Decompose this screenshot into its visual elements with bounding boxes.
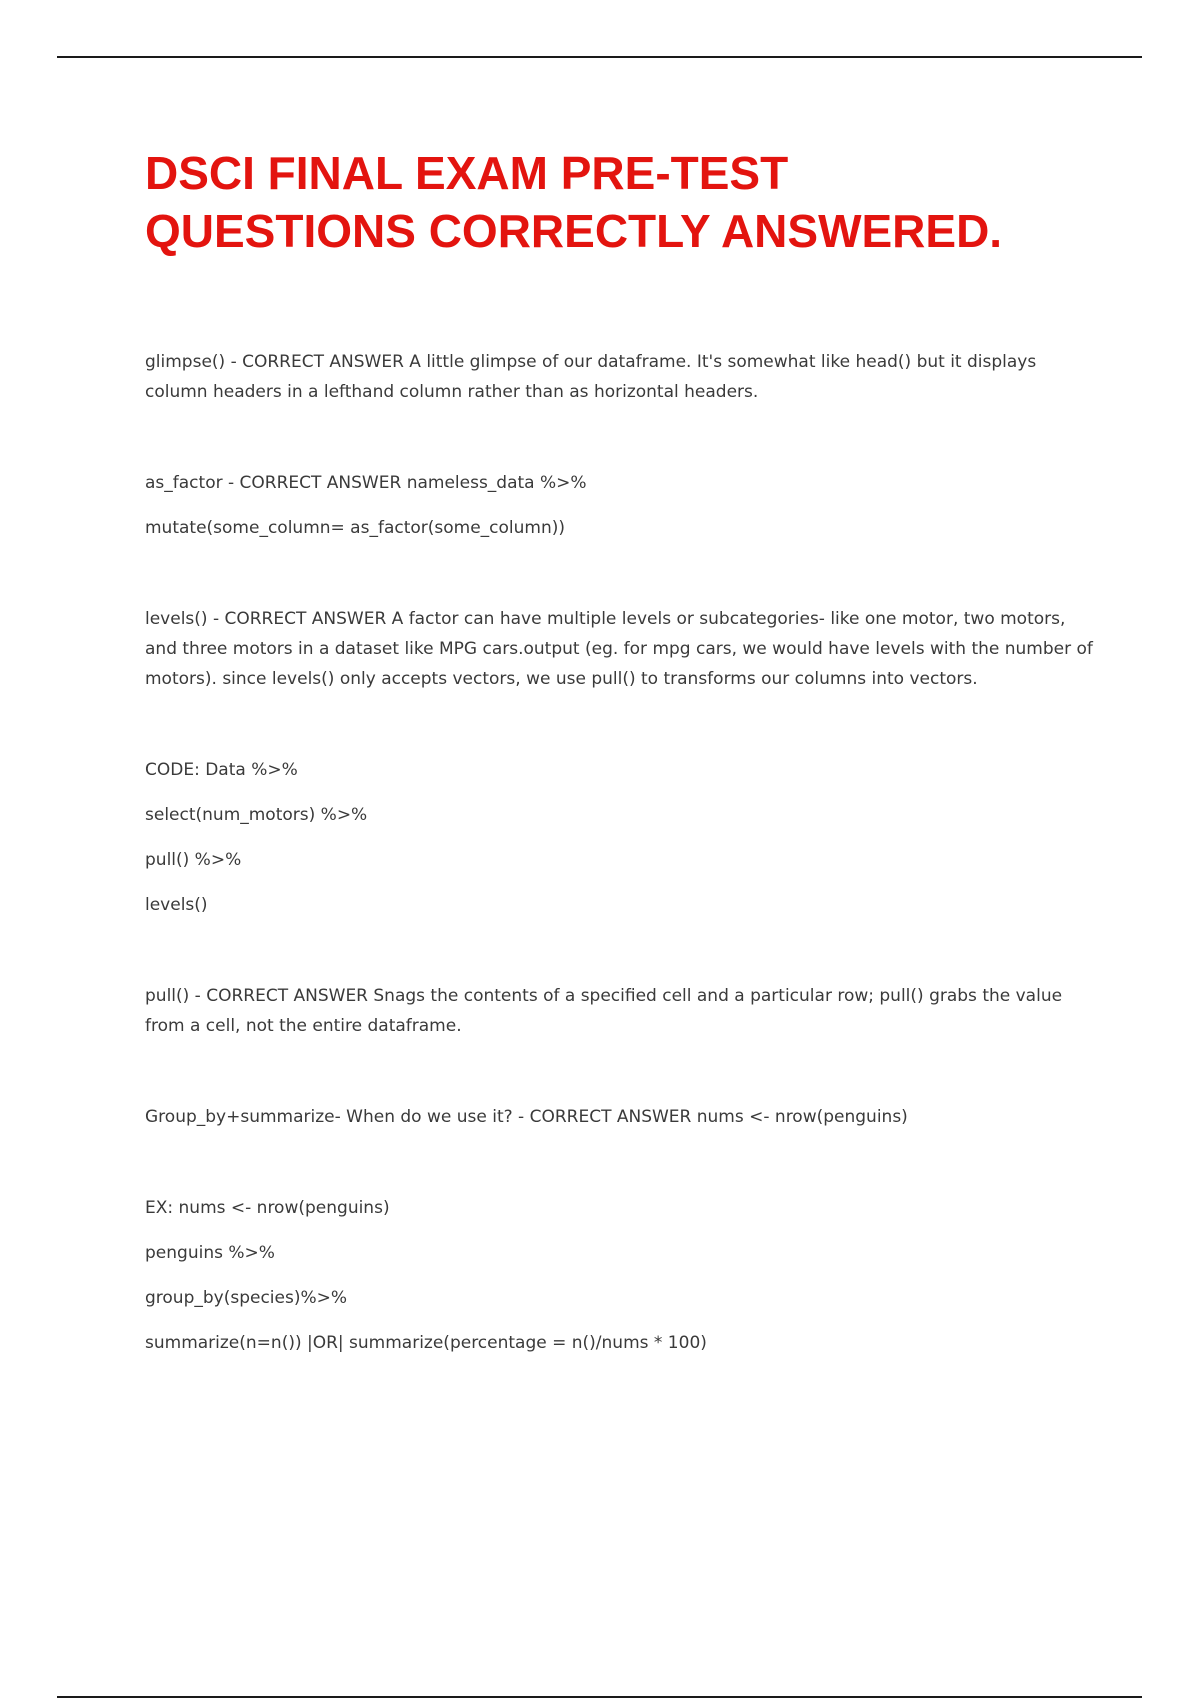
qa-entry-as-factor bbox=[145, 468, 1095, 543]
code-line: select(num_motors) %>% bbox=[145, 805, 368, 825]
header-rule bbox=[57, 56, 1142, 58]
qa-entry-pull bbox=[145, 981, 1095, 1041]
spacer bbox=[145, 407, 1095, 468]
spacer bbox=[145, 543, 1095, 604]
code-line: pull() %>% bbox=[145, 850, 242, 870]
spacer bbox=[145, 694, 1095, 755]
footer-rule bbox=[57, 1696, 1142, 1698]
qa-text: glimpse() - CORRECT ANSWER A little glimpse of our dataframe. It's somewhat like head() but it displays column headers in a lefthand column rather than as horizontal headers. bbox=[145, 352, 1037, 402]
qa-line: mutate(some_column= as_factor(some_column)) bbox=[145, 518, 566, 538]
title-line-2: QUESTIONS CORRECTLY ANSWERED. bbox=[145, 205, 1003, 257]
title-line-1: DSCI FINAL EXAM PRE-TEST bbox=[145, 147, 789, 199]
code-line: CODE: Data %>% bbox=[145, 760, 298, 780]
code-line: levels() bbox=[145, 895, 208, 915]
document-title bbox=[145, 144, 1105, 260]
qa-entry-glimpse bbox=[145, 347, 1095, 407]
code-block-example bbox=[145, 1193, 1095, 1358]
qa-entry-group-by bbox=[145, 1102, 1095, 1132]
code-block-levels bbox=[145, 755, 1095, 920]
qa-text: levels() - CORRECT ANSWER A factor can have multiple levels or subcategories- like one motor, two motors, and three motors in a dataset like MPG cars.output (eg. for mpg cars, we would have levels with the number of motors). since levels() only accepts vectors, we use pull() to transforms our columns into vectors. bbox=[145, 609, 1093, 689]
qa-line: as_factor - CORRECT ANSWER nameless_data %>% bbox=[145, 473, 587, 493]
code-line: summarize(n=n()) |OR| summarize(percentage = n()/nums * 100) bbox=[145, 1333, 707, 1353]
spacer bbox=[145, 1041, 1095, 1102]
code-line: EX: nums <- nrow(penguins) bbox=[145, 1198, 390, 1218]
qa-text: pull() - CORRECT ANSWER Snags the contents of a specified cell and a particular row; pull() grabs the value from a cell, not the entire dataframe. bbox=[145, 986, 1063, 1036]
document-body bbox=[145, 347, 1095, 1358]
qa-entry-levels bbox=[145, 604, 1095, 694]
code-line: penguins %>% bbox=[145, 1243, 275, 1263]
qa-line: Group_by+summarize- When do we use it? - CORRECT ANSWER nums <- nrow(penguins) bbox=[145, 1107, 908, 1127]
spacer bbox=[145, 1132, 1095, 1193]
code-line: group_by(species)%>% bbox=[145, 1288, 348, 1308]
spacer bbox=[145, 920, 1095, 981]
